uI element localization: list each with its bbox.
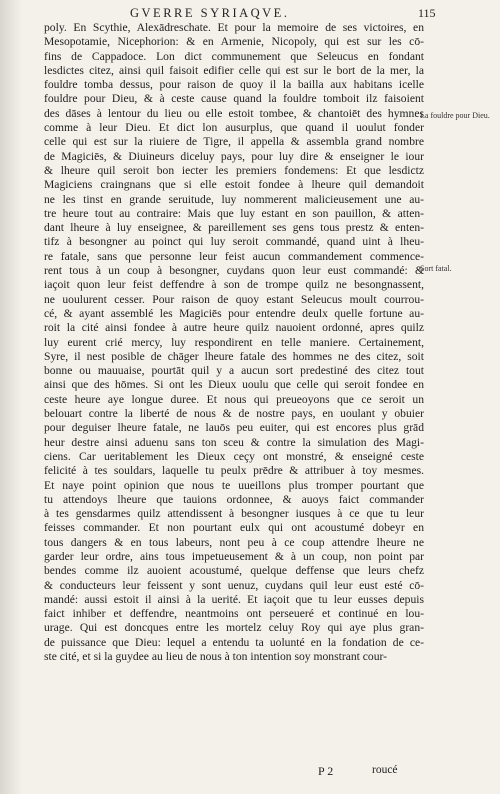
text-line: Magiciens craingnans que si elle estoit fondee à lheure quil demandoit (44, 178, 424, 192)
text-line: bendes comme ilz auoient acoustumé, quelque deffense que leurs chefz (44, 564, 424, 578)
margin-note-fouldre: La fouldre pour Dieu. (420, 111, 490, 120)
text-line: ste cité, et si la guydee au lieu de nous à ton intention soy monstrant cour- (44, 650, 387, 664)
text-line: re fatale, sans que personne leur feist aucun commandement commence- (44, 249, 424, 263)
text-line: tu attendoys lheure que tauions ordonnee, & auoys faict commander (44, 492, 424, 506)
text-line: ne uoulurent cesser. Pour raison de quoy estant Seleucus moult courrou- (44, 292, 424, 306)
text-line: ainsi que des hōmes. Si ont les Dieux uoulu que celle qui seroit fondee en (44, 378, 424, 392)
catchword: roucé (372, 764, 398, 776)
text-line: tre heure tout au contraire: Mais que luy estant en son pauillon, & atten- (44, 206, 424, 220)
text-line: feisses commander. Et non pourtant eulx qui ont acoustumé dobeyr en (44, 521, 424, 535)
text-line: ciens. Car ueritablement les Dieux ceçy ont monstré, & enseigné ceste (44, 449, 424, 463)
text-line: cé, & ayant assemblé les Magiciēs pour entendre deulx quelle fortune au- (44, 306, 424, 320)
margin-note-sort-fatal: Sort fatal. (420, 264, 452, 273)
text-line: belouart contre la liberté de nous & de nostre pays, en uoulant y obuier (44, 407, 424, 421)
text-line: heur destre ainsi aduenu sans ton sceu & contre la simulation des Magi- (44, 435, 424, 449)
text-line: tifz à besongner au poinct qui luy seroit commandé, quand uint à lheu- (44, 235, 424, 249)
text-line: fins de Cappadoce. Lon dict communement que Seleucus en fondant (44, 49, 424, 63)
text-line: luy eurent crié mercy, luy respondirent en telle maniere. Certainement, (44, 335, 424, 349)
text-line: Syre, il nest posible de chāger lheure fatale des hommes ne des citez, soit (44, 349, 424, 363)
signature-mark: P 2 (318, 764, 334, 778)
text-line: fouldre pour Dieu, & à ceste cause quand la fouldre tomboit ilz faisoient (44, 92, 424, 106)
text-line: & lheure quil seroit bon iecter les premiers fondemens: Et que lesdictz (44, 163, 424, 177)
text-line: garder leur ordre, ains tous impetueusement & à un coup, non point par (44, 549, 424, 563)
text-line: urage. Qui est doncques entre les mortelz celuy Roy qui aye plus gran- (44, 621, 424, 635)
text-line: dant lheure à luy enseignee, & pareillement ses gens tous prestz & enten- (44, 221, 424, 235)
text-line: rent tous à un coup à besongner, cuydans quon leur eust commandé: & (44, 264, 424, 278)
text-line: & conducteurs leur feissent y sont uenuz, cuydans quil leur eust esté cō- (44, 578, 424, 592)
text-line: ceste heure aye longue duree. Et nous qui preueoyons que ce seroit un (44, 392, 424, 406)
text-line: comme à leur Dieu. Et dict lon ausurplus, que quand il uoulut fonder (44, 121, 424, 135)
text-line: felicité à tes souldars, laquelle tu peulx prēdre & attribuer à toy mesmes. (44, 464, 424, 478)
text-line: mandé: aussi estoit il ainsi à la uerité. Et iaçoit que tu leur eusses depuis (44, 592, 424, 606)
text-line: poly. En Scythie, Alexādreschate. Et pour la memoire de ses victoires, en (44, 21, 424, 34)
text-line: iaçoit quon leur feist deffendre à son de trompe quilz ne besongnassent, (44, 278, 424, 292)
text-line: fouldre tomba dessus, pour raison de quoy il la bailla aux habitans icelle (44, 78, 424, 92)
gutter-shadow (0, 0, 22, 794)
body-text (44, 21, 424, 664)
text-line: Et naye point opinion que nous te uueillons plus tromper pourtant que (44, 478, 424, 492)
text-line: des dāses à lentour du lieu ou elle estoit tombee, & chantoiēt des hymnes (44, 106, 424, 120)
text-line: ne les tinst en grande seruitude, luy nommerent malicieusement une au- (44, 192, 424, 206)
text-line: celle qui est sur la riuiere de Tigre, il appella & assembla grand nombre (44, 135, 424, 149)
page-number: 115 (418, 6, 436, 20)
running-title: GVERRE SYRIAQVE. (130, 6, 290, 20)
text-line: tous dangers & en tous labeurs, nont peu à ce coup attendre lheure ne (44, 535, 424, 549)
text-line: lesdictes citez, ainsi quil faisoit edifier celle qui est sur le bort de la mer, la (44, 63, 424, 77)
text-line: de Magiciēs, & Diuineurs diceluy pays, pour luy dire & enseigner le iour (44, 149, 424, 163)
text-line: roit la cité ainsi fondee à autre heure quilz nauoient ordonné, apres quilz (44, 321, 424, 335)
text-line: bonne ou mauuaise, pourtāt quil y a aucun sort predestiné des citez tout (44, 364, 424, 378)
text-line: de puissance que Dieu: lequel a entendu ta uolunté en la fondation de ce- (44, 635, 424, 649)
text-line: pour deguiser lheure fatale, ne lauōs peu euiter, qui est encores plus grād (44, 421, 424, 435)
text-line: faict inhiber et deffendre, neantmoins ont perseueré et continué en lou- (44, 607, 424, 621)
text-line: à tes gensdarmes quilz attendissent à besongner iusques à ce que tu leur (44, 507, 424, 521)
text-line: Mesopotamie, Nicephorion: & en Armenie, Nicopoly, qui est sur les cō- (44, 35, 424, 49)
